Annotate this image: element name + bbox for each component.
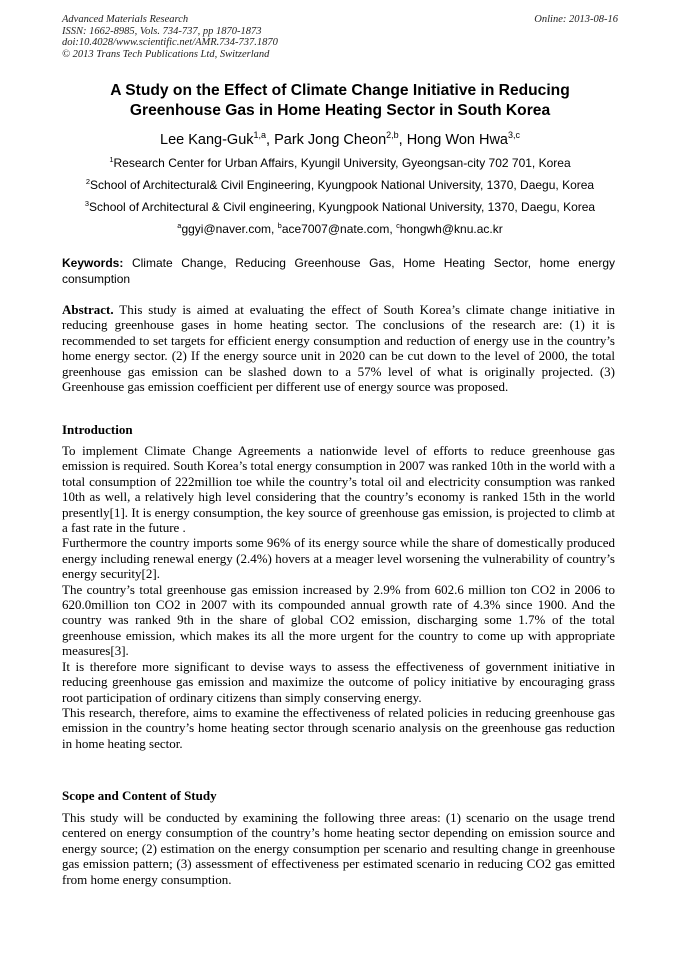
author-separator: , [398, 132, 407, 148]
affiliation-2 [62, 178, 618, 192]
affiliation-superscript: 3 [84, 199, 90, 208]
paragraph: To implement Climate Change Agreements a nationwide level of efforts to reduce greenhouse gas emission is required. South Korea’s total energy consumption in 2007 was ranked 10th in the world with a total consumption of 222million toe while the country’s total oil and electricity consumption was ranked 10th as well, a relatively high level considering that the country’s economy is ranked 15th in the world presently[1]. It is energy consumption, the key source of greenhouse gas emission, is projected to climb at a fast rate in the future . [62, 443, 615, 536]
journal-header [62, 14, 618, 60]
section-heading-introduction: Introduction [62, 422, 133, 437]
affiliation-superscript: 2 [85, 177, 91, 186]
copyright-line: © 2013 Trans Tech Publications Ltd, Switzerland [62, 48, 270, 60]
journal-name: Advanced Materials Research [62, 14, 189, 25]
author-name: Lee Kang-Guk [160, 132, 254, 148]
email-link[interactable]: ggyi@naver.com, [181, 222, 278, 236]
keywords [62, 256, 615, 287]
email-link[interactable]: ace7007@nate.com, [281, 222, 397, 236]
email-link[interactable]: hongwh@knu.ac.kr [399, 222, 503, 236]
doi-line: doi:10.4028/www.scientific.net/AMR.734-737.1870 [62, 37, 278, 48]
affiliation-3 [62, 200, 618, 214]
abstract [62, 302, 615, 394]
title-line-1: A Study on the Effect of Climate Change Initiative in Reducing [110, 82, 570, 99]
keywords-text: Climate Change, Reducing Greenhouse Gas, Home Heating Sector, home energy consumption [62, 256, 615, 286]
paragraph: The country’s total greenhouse gas emission increased by 2.9% from 602.6 million ton CO2 in 2006 to 620.0million ton CO2 in 2007 with its compounded annual growth rate of 4.3% since 1900. And the country was ranked 9th in the share of global CO2 emission, discharging some 1.7% of the total greenhouse emission, which makes its all the more urgent for the country to come up with appropriate measures[3]. [62, 581, 615, 659]
paper-title [62, 81, 618, 121]
paragraph: It is therefore more significant to devise ways to assess the effectiveness of government initiative in reducing greenhouse gas emission and maximize the outcome of policy initiative by encouraging grass root participation of ordinary citizens than simply conserving energy. [62, 658, 615, 705]
affiliation-text: School of Architectural& Civil Engineering, Kyungpook National University, 1370, Daegu, Korea [90, 178, 595, 192]
section-heading-scope: Scope and Content of Study [62, 788, 217, 803]
paragraph: This study will be conducted by examining the following three areas: (1) scenario on the usage trend centered on energy consumption of the country’s home heating sector depending on emission source and energy source; (2) estimation on the energy consumption per scenario and resulting change in greenhouse gas emission pattern; (3) assessment of effectiveness per estimated scenario in reducing CO2 gas emitted from home energy consumption. [62, 810, 615, 887]
email-superscript: a [177, 221, 182, 230]
affiliation-1 [62, 156, 618, 170]
keywords-label: Keywords: [62, 256, 124, 270]
abstract-text: This study is aimed at evaluating the effect of South Korea’s climate change initiative in reducing greenhouse gases in home heating sector. The conclusions of the research are: (1) it is recommended to set targets for efficient energy consumption and reduction of energy use in the country’s home energy sector. (2) If the energy source unit in 2020 can be cut down to the level of 2000, the total greenhouse gas emission can be slashed down to a 57% level of what is originally projected. (3) Greenhouse gas emission coefficient per different use of energy source was proposed. [62, 302, 615, 395]
abstract-label: Abstract. [62, 302, 114, 317]
author-name: Hong Won Hwa [406, 132, 508, 148]
author-superscript: 3,c [507, 130, 520, 141]
affiliation-text: Research Center for Urban Affairs, Kyungil University, Gyeongsan-city 702 701, Korea [113, 156, 571, 170]
affiliation-text: School of Architectural & Civil engineering, Kyungpook National University, 1370, Daegu, Korea [89, 200, 596, 214]
issn-line: ISSN: 1662-8985, Vols. 734-737, pp 1870-1873 [62, 25, 262, 37]
title-line-2: Greenhouse Gas in Home Heating Sector in South Korea [129, 102, 551, 119]
introduction-body [62, 443, 615, 751]
paragraph: This research, therefore, aims to examine the effectiveness of related policies in reducing greenhouse gas emission in the country’s home heating sector through scenario analysis on the greenhouse gas reduction in home heating sector. [62, 704, 615, 751]
author-separator: , [266, 132, 275, 148]
author-name: Park Jong Cheon [274, 132, 387, 148]
affiliation-superscript: 1 [109, 155, 114, 164]
paragraph: Furthermore the country imports some 96% of its energy source while the share of domestically produced energy including renewal energy (2.4%) hovers at a meager level worsening the vulnerability of country’s energy security[2]. [62, 535, 615, 582]
author-list [62, 131, 618, 149]
online-date: Online: 2013-08-16 [534, 14, 618, 25]
author-superscript: 1,a [253, 130, 267, 141]
author-superscript: 2,b [386, 130, 399, 141]
email-superscript: b [277, 221, 282, 230]
email-line [62, 222, 618, 236]
email-superscript: c [396, 221, 400, 230]
scope-body [62, 810, 615, 887]
